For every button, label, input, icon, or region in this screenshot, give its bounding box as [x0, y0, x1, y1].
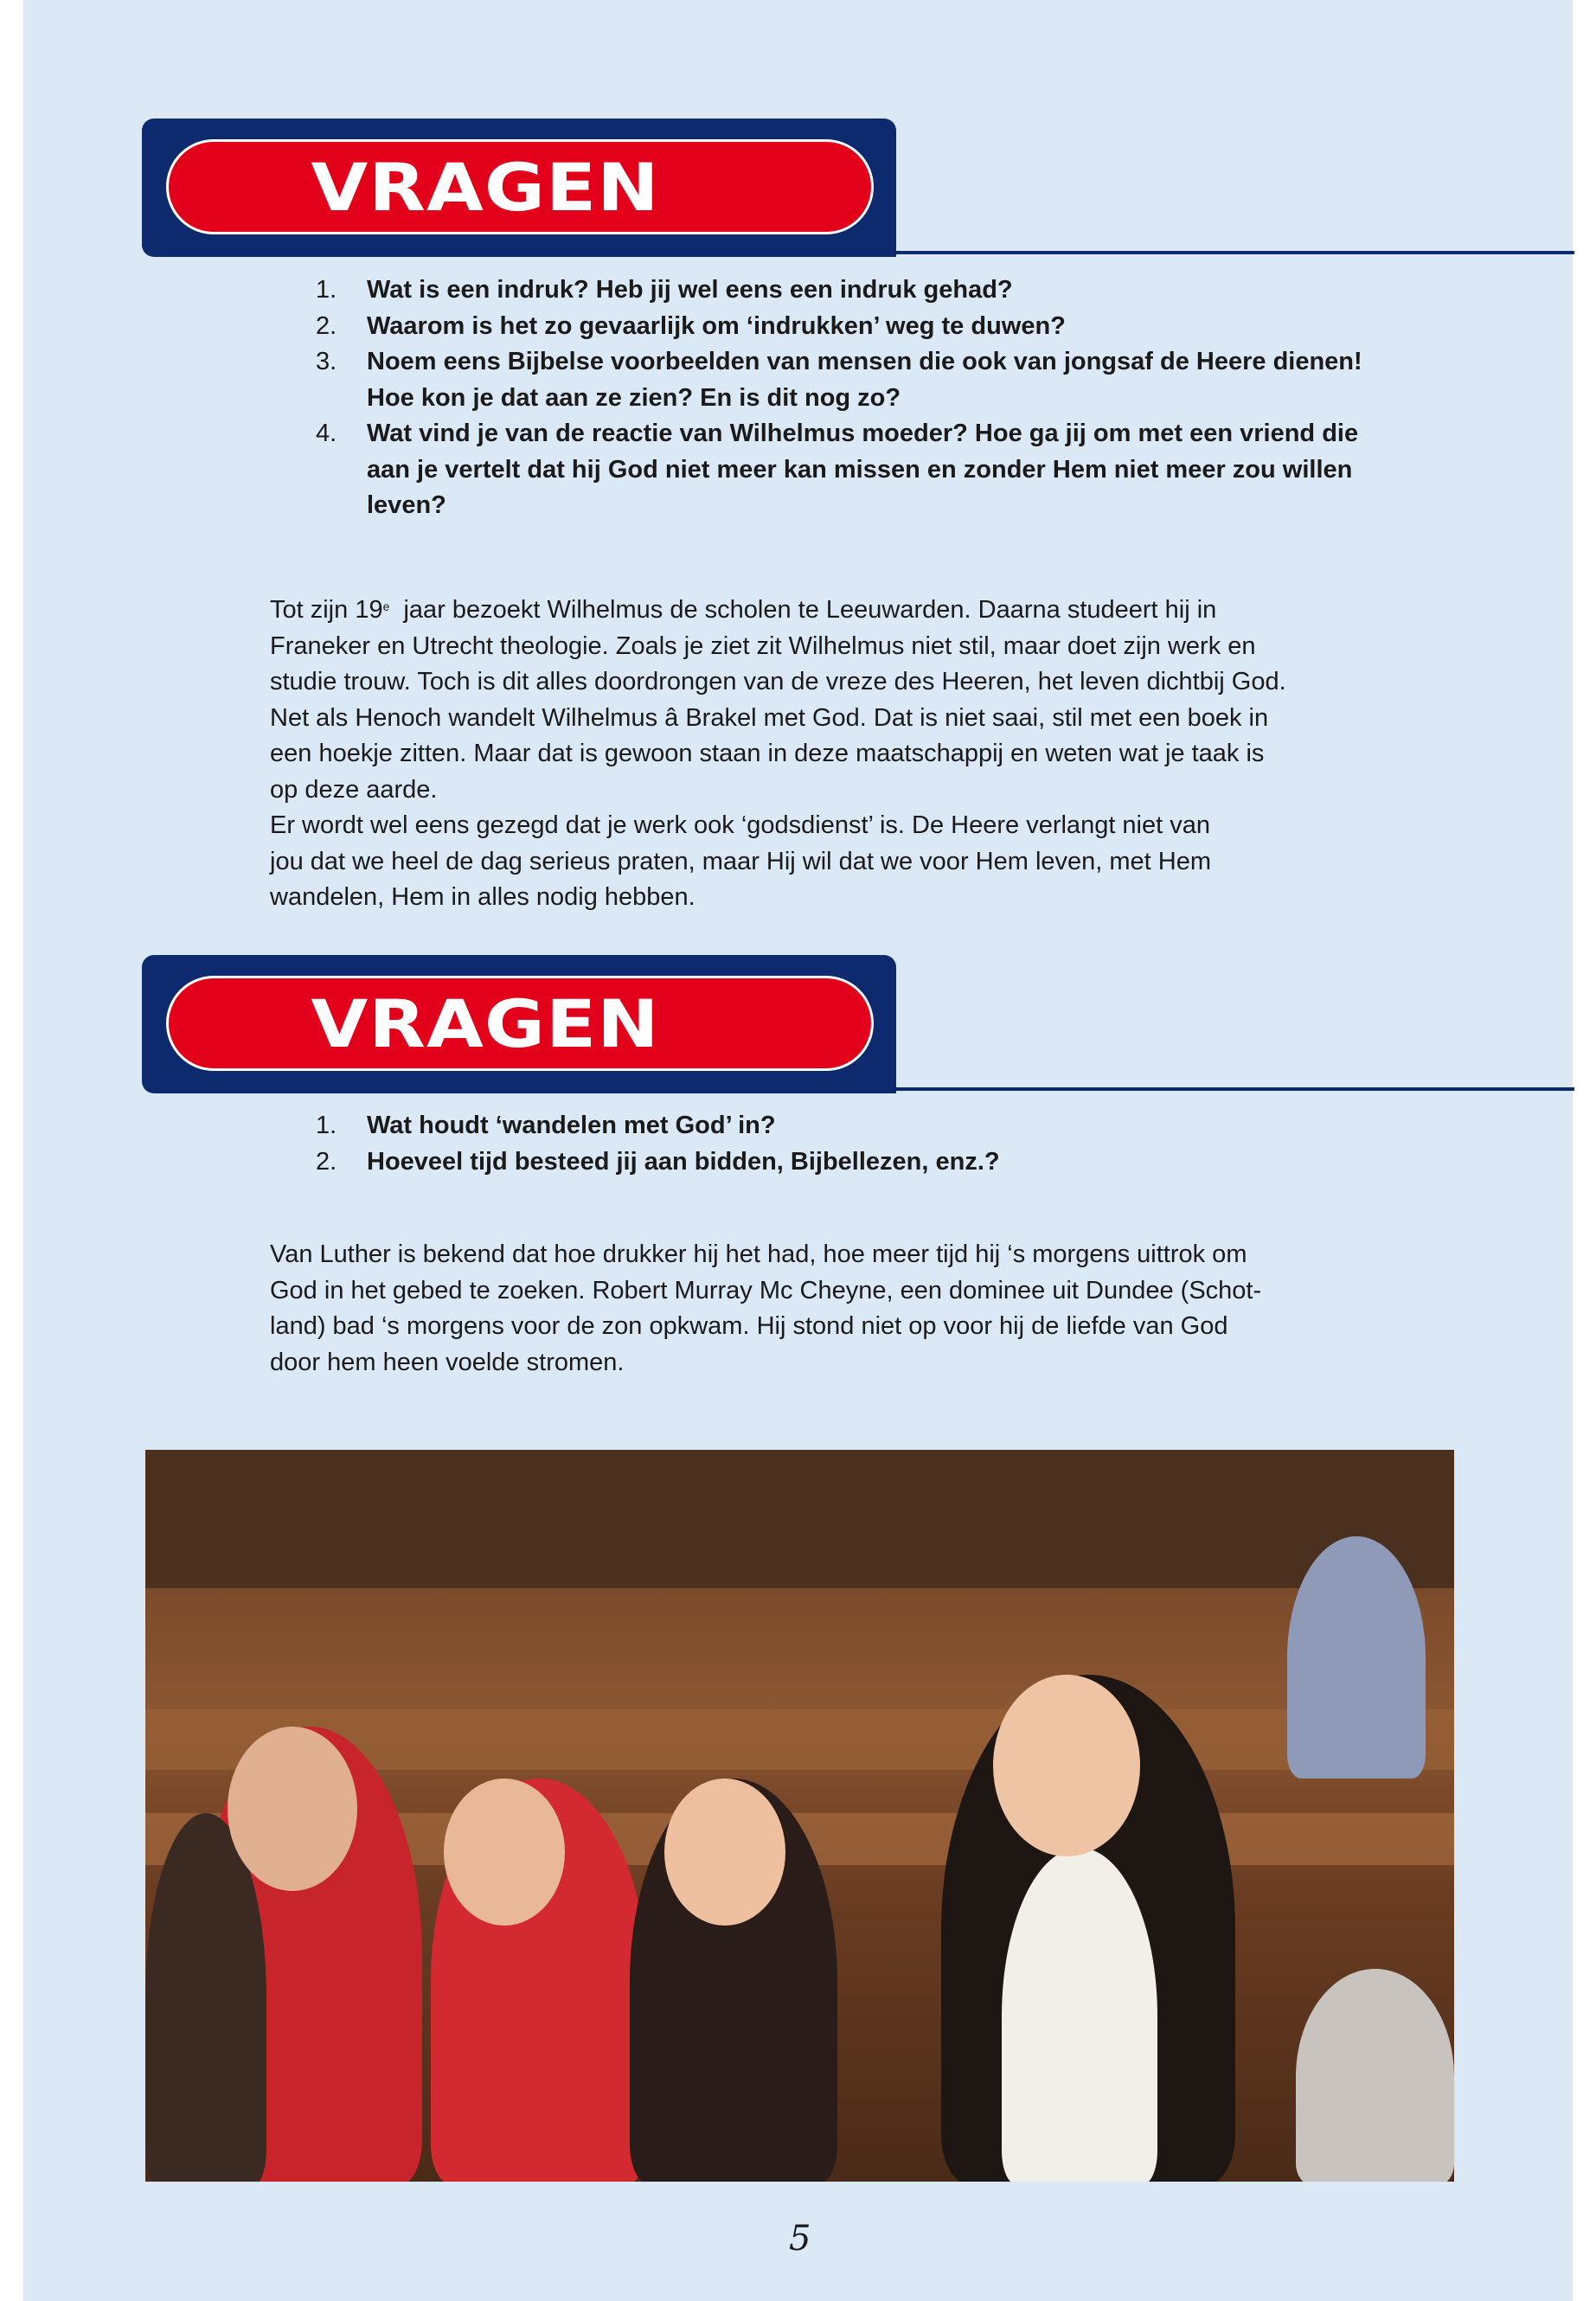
- paragraph-line: op deze aarde.: [270, 775, 438, 804]
- paragraph-line: Er wordt wel eens gezegd dat je werk ook ‘godsdienst’ is. De Heere verlangt niet van: [270, 811, 1211, 839]
- header-rule: [891, 1087, 1574, 1091]
- question-item: [316, 344, 1491, 416]
- text: jaar bezoekt Wilhelmus de scholen te Leeuwarden. Daarna studeert hij in: [389, 596, 1217, 624]
- paragraph-line: wandelen, Hem in alles nodig hebben.: [270, 883, 695, 911]
- question-item: [316, 416, 1491, 524]
- paragraph-line: God in het gebed te zoeken. Robert Murray Mc Cheyne, een dominee uit Dundee (Schot-: [270, 1276, 1262, 1304]
- photo-youth-in-church: [145, 1450, 1454, 2182]
- question-number: 3.: [316, 348, 337, 375]
- question-text: Noem eens Bijbelse voorbeelden van mensen die ook van jongsaf de Heere dienen! Hoe kon je dat aan ze zien? En is dit nog zo?: [367, 348, 1362, 412]
- paragraph-line: door hem heen voelde stromen.: [270, 1348, 625, 1376]
- paragraph-line: Net als Henoch wandelt Wilhelmus â Brakel met God. Dat is niet saai, stil met een boek in: [270, 703, 1269, 732]
- header-rule: [891, 251, 1574, 254]
- paragraph-line: een hoekje zitten. Maar dat is gewoon staan in deze maatschappij en weten wat je taak is: [270, 740, 1265, 767]
- header-pill: [166, 976, 874, 1071]
- section-header-vragen-2: [142, 955, 896, 1093]
- question-item: [316, 1144, 1491, 1181]
- question-item: [316, 309, 1491, 345]
- header-pill: [166, 139, 874, 234]
- question-number: 4.: [316, 420, 337, 447]
- paragraph-line: jou dat we heel de dag serieus praten, maar Hij wil dat we voor Hem leven, met Hem: [270, 847, 1212, 875]
- paragraph-line: [270, 593, 1286, 629]
- body-paragraph-1: [270, 593, 1286, 916]
- header-title: VRAGEN: [311, 984, 660, 1062]
- question-item: [316, 1108, 1491, 1144]
- paragraph-line: studie trouw. Toch is dit alles doordrongen van de vreze des Heeren, het leven dichtbij God.: [270, 668, 1286, 695]
- superscript: e: [382, 599, 390, 613]
- question-list-2: [316, 1108, 1491, 1180]
- question-number: 1.: [316, 276, 337, 304]
- question-item: [316, 272, 1491, 309]
- question-text: Wat houdt ‘wandelen met God’ in?: [367, 1112, 776, 1139]
- paragraph-line: Van Luther is bekend dat hoe drukker hij het had, hoe meer tijd hij ‘s morgens uittrok om: [270, 1240, 1247, 1268]
- header-title: VRAGEN: [311, 148, 660, 226]
- page-number: 5: [789, 2219, 811, 2259]
- question-text: Wat is een indruk? Heb jij wel eens een indruk gehad?: [367, 276, 1013, 304]
- paragraph-line: Franeker en Utrecht theologie. Zoals je ziet zit Wilhelmus niet stil, maar doet zijn werk en: [270, 631, 1256, 660]
- section-header-vragen-1: [142, 119, 896, 257]
- question-list-1: [316, 272, 1491, 524]
- body-paragraph-2: [270, 1237, 1261, 1381]
- question-number: 1.: [316, 1112, 337, 1139]
- question-text: Wat vind je van de reactie van Wilhelmus moeder? Hoe ga jij om met een vriend die aan je vertelt dat hij God niet meer kan missen en zonder Hem niet meer zou willen leven?: [367, 420, 1359, 519]
- question-text: Hoeveel tijd besteed jij aan bidden, Bijbellezen, enz.?: [367, 1147, 1000, 1176]
- question-number: 2.: [316, 311, 337, 340]
- question-number: 2.: [316, 1147, 337, 1176]
- question-text: Waarom is het zo gevaarlijk om ‘indrukken’ weg te duwen?: [367, 311, 1066, 340]
- text: Tot zijn 19: [270, 596, 383, 624]
- paragraph-line: land) bad ‘s morgens voor de zon opkwam. Hij stond niet op voor hij de liefde van God: [270, 1312, 1228, 1340]
